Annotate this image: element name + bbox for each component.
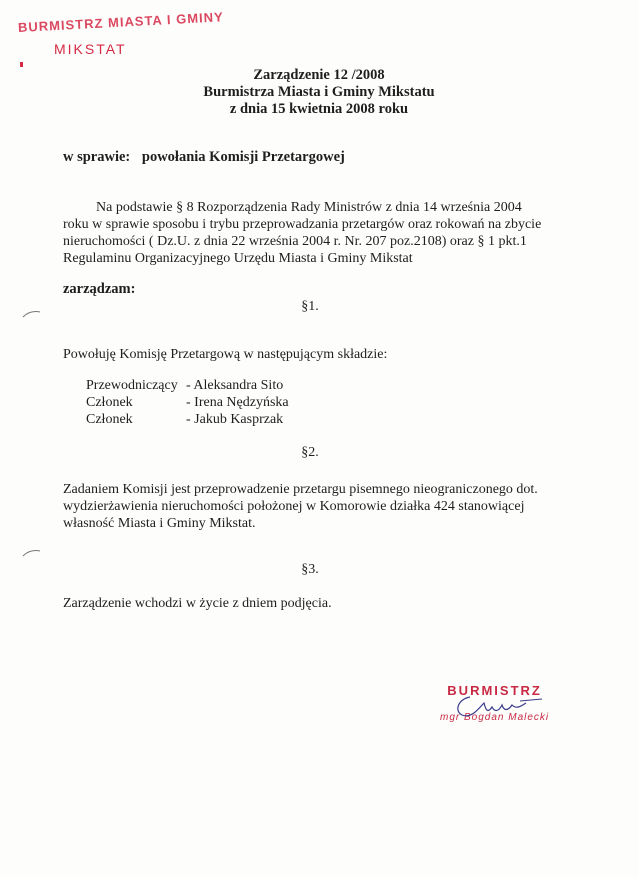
decree-word: zarządzam:: [63, 281, 136, 297]
stamp-line2: MIKSTAT: [54, 41, 127, 57]
margin-mark-2: [22, 548, 42, 558]
member-name: - Aleksandra Sito: [186, 378, 284, 393]
member-role: Przewodniczący: [86, 378, 178, 393]
preamble-line: Na podstawie § 8 Rozporządzenia Rady Ministrów z dnia 14 września 2004: [96, 200, 522, 215]
subject-text: powołania Komisji Przetargowej: [141, 149, 345, 165]
stamp-line1: BURMISTRZ MIASTA I GMINY: [17, 9, 225, 35]
section2-line: własność Miasta i Gminy Mikstat.: [63, 516, 256, 531]
member-row: [86, 411, 289, 428]
subject-label: w sprawie:: [63, 149, 131, 165]
member-name: - Irena Nędzyńska: [186, 395, 289, 410]
stamp-top: [17, 9, 225, 57]
margin-mark-1: [22, 309, 42, 319]
handwritten-signature: [450, 693, 560, 719]
section2-line: Zadaniem Komisji jest przeprowadzenie przetargu pisemnego nieograniczonego dot.: [63, 482, 538, 497]
preamble: [63, 199, 541, 267]
member-role: Członek: [86, 395, 133, 410]
signature-stamp-name: mgr Bogdan Malecki: [440, 712, 550, 723]
decree-issuer: Burmistrza Miasta i Gminy Mikstatu: [203, 84, 435, 100]
section2-line: wydzierżawienia nieruchomości położonej w Komorowie działka 424 stanowiącej: [63, 499, 525, 514]
preamble-line: Regulaminu Organizacyjnego Urzędu Miasta i Gminy Mikstat: [63, 251, 413, 266]
section3-text: Zarządzenie wchodzi w życie z dniem podjęcia.: [63, 596, 332, 611]
member-role: Członek: [86, 412, 133, 427]
decree-date: z dnia 15 kwietnia 2008 roku: [229, 101, 409, 117]
section2-text: [63, 481, 538, 532]
decree-number: Zarządzenie 12 /2008: [253, 67, 385, 83]
member-row: [86, 377, 289, 394]
preamble-line: nieruchomości ( Dz.U. z dnia 22 września 2004 r. Nr. 207 poz.2108) oraz § 1 pkt.1: [63, 234, 527, 249]
committee-members: [86, 377, 289, 428]
section1-intro: Powołuję Komisję Przetargową w następującym składzie:: [63, 347, 388, 362]
subject-line: [63, 149, 345, 166]
signature-stamp-title: BURMISTRZ: [447, 683, 542, 698]
member-name: - Jakub Kasprzak: [186, 412, 284, 427]
preamble-line: roku w sprawie sposobu i trybu przeprowadzania przetargów oraz rokowań na zbycie: [63, 217, 542, 232]
member-row: [86, 394, 289, 411]
section1-heading: §1.: [301, 299, 319, 314]
section2-heading: §2.: [301, 445, 319, 460]
section3-heading: §3.: [301, 562, 319, 577]
